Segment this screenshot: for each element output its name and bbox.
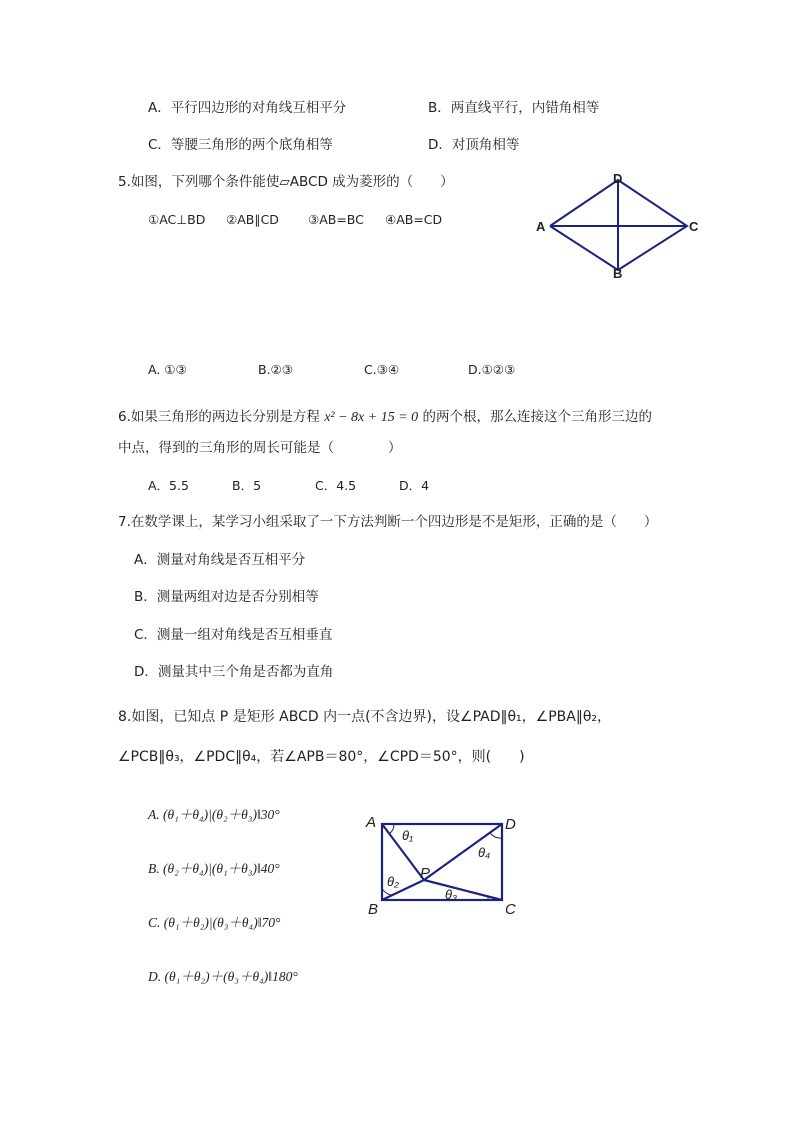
- segment-pc: [424, 880, 502, 900]
- label-b: B: [613, 266, 623, 281]
- q6-stem-line2: 中点，得到的三角形的周长可能是（ ）: [118, 440, 402, 456]
- label-theta-4: θ₄: [478, 845, 491, 860]
- label-c: C: [689, 219, 699, 234]
- q4-option-d: D．对顶角相等: [428, 137, 520, 153]
- rectangle-abcd: [382, 824, 502, 900]
- q6-stem-line1: [118, 408, 652, 427]
- q8-option-d: D. (θ₁＋θ₂)＋(θ₃＋θ₄)‖180°: [148, 969, 298, 984]
- label-a: A: [366, 814, 377, 831]
- q5-option-a: A. ①③: [148, 362, 187, 377]
- q6-option-b: B．5: [232, 478, 262, 493]
- q6-stem-pre: 6.如果三角形的两边长分别是方程: [118, 409, 320, 425]
- q5-option-d: D.①②③: [468, 362, 516, 377]
- angle-arc-1: [389, 824, 394, 834]
- q5-option-c: C.③④: [364, 362, 400, 377]
- label-b: B: [368, 901, 379, 918]
- q4-option-a: A．平行四边形的对角线互相平分: [148, 100, 347, 116]
- label-theta-1: θ₁: [402, 828, 414, 843]
- label-p: P: [420, 865, 431, 882]
- q7-option-b: B．测量两组对边是否分别相等: [134, 589, 319, 605]
- label-theta-2: θ₂: [387, 874, 400, 889]
- q7-stem: 7.在数学课上，某学习小组采取了一下方法判断一个四边形是不是矩形，正确的是（ ）: [118, 514, 658, 530]
- label-d: D: [613, 171, 623, 186]
- q5-rhombus-figure: [530, 168, 710, 283]
- label-c: C: [505, 901, 516, 918]
- label-theta-3: θ₃: [445, 887, 458, 902]
- angle-arc-2: [382, 888, 392, 895]
- q5-condition-4: ④AB=CD: [385, 212, 443, 227]
- q5-condition-2: ②AB∥CD: [226, 212, 279, 227]
- q4-option-c: C．等腰三角形的两个底角相等: [148, 137, 333, 153]
- q5-stem: 5.如图，下列哪个条件能使▱ABCD 成为菱形的（ ）: [118, 174, 454, 190]
- q8-stem-line2: ∠PCB‖θ₃，∠PDC‖θ₄，若∠APB＝80°，∠CPD＝50°，则( ): [118, 749, 525, 765]
- q7-option-d: D．测量其中三个角是否都为直角: [134, 664, 334, 680]
- q6-option-c: C．4.5: [315, 478, 357, 493]
- q4-option-b: B．两直线平行，内错角相等: [428, 100, 600, 116]
- q6-option-a: A．5.5: [148, 478, 189, 493]
- q5-option-b: B.②③: [258, 362, 293, 377]
- label-d: D: [505, 816, 516, 833]
- q6-equation: x² − 8x + 15 = 0: [324, 410, 419, 425]
- q8-option-c: C. (θ₁＋θ₂)|(θ₃＋θ₄)‖70°: [148, 915, 281, 930]
- q6-stem-post: 的两个根，那么连接这个三角形三边的: [422, 409, 652, 425]
- q8-option-b: B. (θ₂＋θ₄)|(θ₁＋θ₃)‖40°: [148, 861, 280, 876]
- segment-pd: [424, 824, 502, 880]
- q7-option-a: A．测量对角线是否互相平分: [134, 552, 306, 568]
- q7-option-c: C．测量一组对角线是否互相垂直: [134, 627, 333, 643]
- q5-condition-3: ③AB=BC: [308, 212, 364, 227]
- q8-rectangle-figure: [360, 808, 530, 920]
- q8-stem-line1: 8.如图，已知点 P 是矩形 ABCD 内一点(不含边界)，设∠PAD‖θ₁，∠PBA‖θ₂，: [118, 709, 611, 725]
- label-a: A: [536, 219, 546, 234]
- q5-condition-1: ①AC⊥BD: [148, 212, 206, 227]
- angle-arc-4: [490, 833, 502, 838]
- q6-option-d: D．4: [399, 478, 430, 493]
- q8-option-a: A. (θ₁＋θ₄)|(θ₂＋θ₃)‖30°: [148, 807, 280, 822]
